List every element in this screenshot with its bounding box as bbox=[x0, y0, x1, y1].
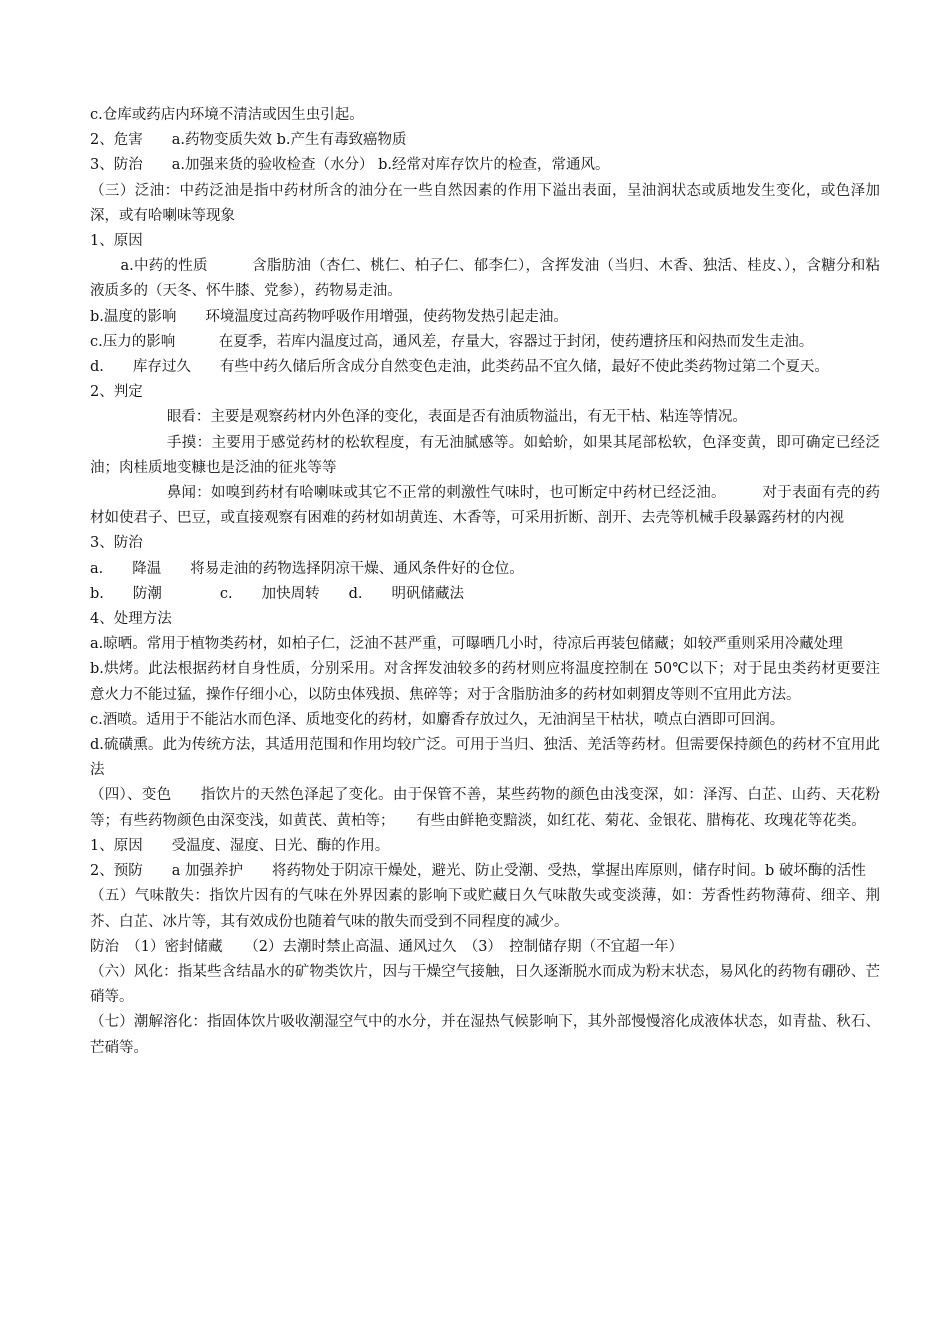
paragraph: b. 防潮 c. 加快周转 d. 明矾储藏法 bbox=[90, 585, 465, 602]
paragraph: a.晾晒。常用于植物类药材，如柏子仁，泛油不甚严重，可曝晒几小时，待凉后再装包储藏；如较严重则采用冷藏处理 bbox=[90, 636, 843, 653]
paragraph: c.仓库或药店内环境不清洁或因生虫引起。 bbox=[90, 107, 364, 123]
section-heading-paragraph: （五）气味散失：指饮片因有的气味在外界因素的影响下或贮藏日久气味散失或变淡薄，如：芳香性药物薄荷、细辛、荆芥、白芷、冰片等，其有效成份也随着气味的散失而受到不同程度的减少。 bbox=[90, 888, 880, 930]
paragraph: 防治 （1）密封储藏 （2）去潮时禁止高温、通风过久 （3） 控制储存期（不宜超一年） bbox=[90, 938, 684, 955]
paragraph: 2、危害 a.药物变质失效 b.产生有毒致癌物质 bbox=[90, 132, 407, 149]
paragraph: 1、原因 受温度、湿度、日光、酶的作用。 bbox=[90, 837, 390, 854]
paragraph: b.烘烤。此法根据药材自身性质，分别采用。对含挥发油较多的药材则应将温度控制在 50℃以下；对于昆虫类药材更要注意火力不能过猛，操作仔细小心，以防虫体残损、焦碎等；对于含脂肪油多的药材如刺猬皮等则不宜用此方法。 bbox=[90, 661, 880, 703]
section-heading-paragraph: （六）风化：指某些含结晶水的矿物类饮片，因与干燥空气接触，日久逐渐脱水而成为粉末状态，易风化的药物有硼砂、芒硝等。 bbox=[90, 963, 880, 1006]
paragraph: 鼻闻：如嗅到药材有哈喇味或其它不正常的刺激性气味时，也可断定中药材已经泛油。 对于表面有壳的药材如使君子、巴豆，或直接观察有困难的药材如胡黄连、木香等，可采用折断、剖开、去壳等机械手段暴露药材的内视 bbox=[90, 485, 880, 527]
paragraph: a. 降温 将易走油的药物选择阴凉干燥、通风条件好的仓位。 bbox=[90, 560, 524, 577]
paragraph: 3、防治 a.加强来货的验收检查（水分） b.经常对库存饮片的检查，常通风。 bbox=[90, 157, 610, 174]
section-heading-paragraph: （四）、变色 指饮片的天然色泽起了变化。由于保管不善，某些药物的颜色由浅变深，如：泽泻、白芷、山药、天花粉等；有些药物颜色由深变浅，如黄芪、黄柏等； 有些由鲜艳变黯淡，如红花、菊花、金银花、腊梅花、玫瑰花等花类。 bbox=[90, 787, 880, 829]
paragraph: b.温度的影响 环境温度过高药物呼吸作用增强，使药物发热引起走油。 bbox=[90, 308, 568, 325]
subheading: 1、原因 bbox=[90, 233, 143, 250]
subheading: 3、防治 bbox=[90, 535, 143, 552]
paragraph: 手摸：主要用于感觉药材的松软程度，有无油腻感等。如蛤蚧，如果其尾部松软，色泽变黄，即可确定已经泛油；肉桂质地变糠也是泛油的征兆等等 bbox=[90, 434, 880, 476]
paragraph: d.硫磺熏。此为传统方法，其适用范围和作用均较广泛。可用于当归、独活、羌活等药材。但需要保持颜色的药材不宜用此法 bbox=[90, 737, 880, 779]
paragraph: c.压力的影响 在夏季，若库内温度过高，通风差，存量大，容器过于封闭，使药遭挤压和闷热而发生走油。 bbox=[90, 333, 814, 350]
document-page bbox=[90, 103, 880, 1061]
section-heading-paragraph: （三）泛油：中药泛油是指中药材所含的油分在一些自然因素的作用下溢出表面，呈油润状态或质地发生变化，或色泽加深，或有哈喇味等现象 bbox=[90, 182, 880, 224]
paragraph: a.中药的性质 含脂肪油（杏仁、桃仁、柏子仁、郁李仁），含挥发油（当归、木香、独活、桂皮、），含糖分和粘液质多的（天冬、怀牛膝、党参），药物易走油。 bbox=[90, 258, 880, 300]
paragraph: 2、预防 a 加强养护 将药物处于阴凉干燥处，避光、防止受潮、受热，掌握出库原则，储存时间。b 破坏酶的活性 bbox=[90, 863, 866, 880]
subheading: 4、处理方法 bbox=[90, 611, 172, 628]
section-heading-paragraph: （七）潮解溶化：指固体饮片吸收潮湿空气中的水分，并在湿热气候影响下，其外部慢慢溶化成液体状态，如青盐、秋石、芒硝等。 bbox=[90, 1014, 880, 1056]
subheading: 2、判定 bbox=[90, 384, 143, 401]
paragraph: c.酒喷。适用于不能沾水而色泽、质地变化的药材，如麝香存放过久，无油润呈干枯状，喷点白酒即可回润。 bbox=[90, 711, 785, 728]
paragraph: d. 库存过久 有些中药久储后所含成分自然变色走油，此类药品不宜久储，最好不使此类药物过第二个夏天。 bbox=[90, 359, 829, 376]
paragraph: 眼看：主要是观察药材内外色泽的变化，表面是否有油质物溢出，有无干枯、粘连等情况。 bbox=[166, 409, 747, 426]
